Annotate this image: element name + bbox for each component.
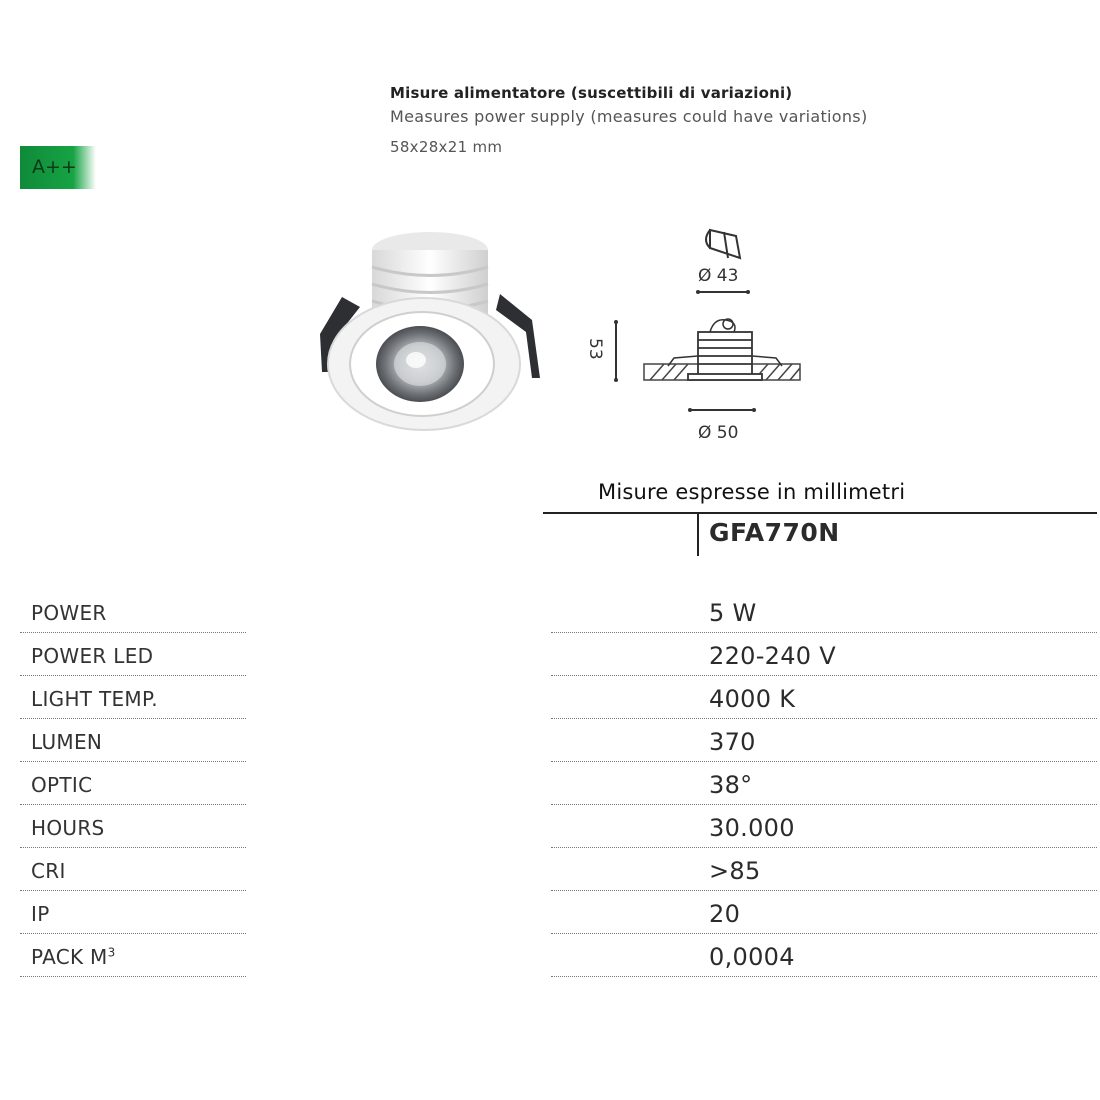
row-divider [551, 632, 1097, 633]
top-diameter-label: Ø 43 [698, 266, 739, 286]
row-divider [20, 675, 246, 676]
spec-label: HOURS [31, 816, 105, 840]
spec-value: 370 [709, 728, 756, 756]
spec-label: POWER LED [31, 644, 154, 668]
spec-label [31, 945, 116, 969]
row-divider [20, 804, 246, 805]
spec-label: CRI [31, 859, 66, 883]
bottom-diameter-label: Ø 50 [698, 423, 739, 443]
row-divider [20, 632, 246, 633]
spec-row-hours [0, 812, 1100, 855]
row-divider [20, 890, 246, 891]
power-supply-title: Misure alimentatore (suscettibili di variazioni) [390, 84, 793, 102]
row-divider [551, 718, 1097, 719]
row-divider [551, 804, 1097, 805]
tilt-icon [706, 230, 740, 258]
spec-value: >85 [709, 857, 761, 885]
spec-value: 4000 K [709, 685, 796, 713]
spec-value: 20 [709, 900, 741, 928]
row-divider [551, 890, 1097, 891]
spec-label: LUMEN [31, 730, 103, 754]
spec-value: 38° [709, 771, 753, 799]
technical-drawing [578, 222, 818, 452]
power-supply-subtitle: Measures power supply (measures could have variations) [390, 107, 868, 126]
spec-label: OPTIC [31, 773, 93, 797]
spec-row-pack [0, 941, 1100, 984]
spec-row-power-led [0, 640, 1100, 683]
row-divider [20, 933, 246, 934]
units-note: Misure espresse in millimetri [598, 480, 906, 504]
row-divider [20, 976, 246, 977]
spec-value: 5 W [709, 599, 757, 627]
spec-label: LIGHT TEMP. [31, 687, 158, 711]
spec-value: 220-240 V [709, 642, 837, 670]
spec-row-cri [0, 855, 1100, 898]
spec-label-superscript: 3 [107, 945, 116, 960]
row-divider [551, 976, 1097, 977]
spec-row-ip [0, 898, 1100, 941]
spec-row-lumen [0, 726, 1100, 769]
row-divider [551, 933, 1097, 934]
model-column-divider [697, 514, 699, 556]
header-divider [543, 512, 1097, 514]
row-divider [551, 847, 1097, 848]
row-divider [20, 761, 246, 762]
model-code: GFA770N [709, 518, 840, 547]
energy-class-badge: A++ [20, 146, 96, 189]
spec-value: 30.000 [709, 814, 795, 842]
spec-row-light-temp [0, 683, 1100, 726]
row-divider [20, 847, 246, 848]
spec-value: 0,0004 [709, 943, 795, 971]
spec-label-text: PACK M [31, 945, 108, 969]
spec-row-power [0, 597, 1100, 640]
height-label: 53 [585, 338, 605, 360]
row-divider [551, 761, 1097, 762]
spec-row-optic [0, 769, 1100, 812]
power-supply-dimensions: 58x28x21 mm [390, 138, 503, 156]
spec-label: IP [31, 902, 50, 926]
spec-label: POWER [31, 601, 107, 625]
product-photo [300, 222, 560, 437]
row-divider [20, 718, 246, 719]
row-divider [551, 675, 1097, 676]
